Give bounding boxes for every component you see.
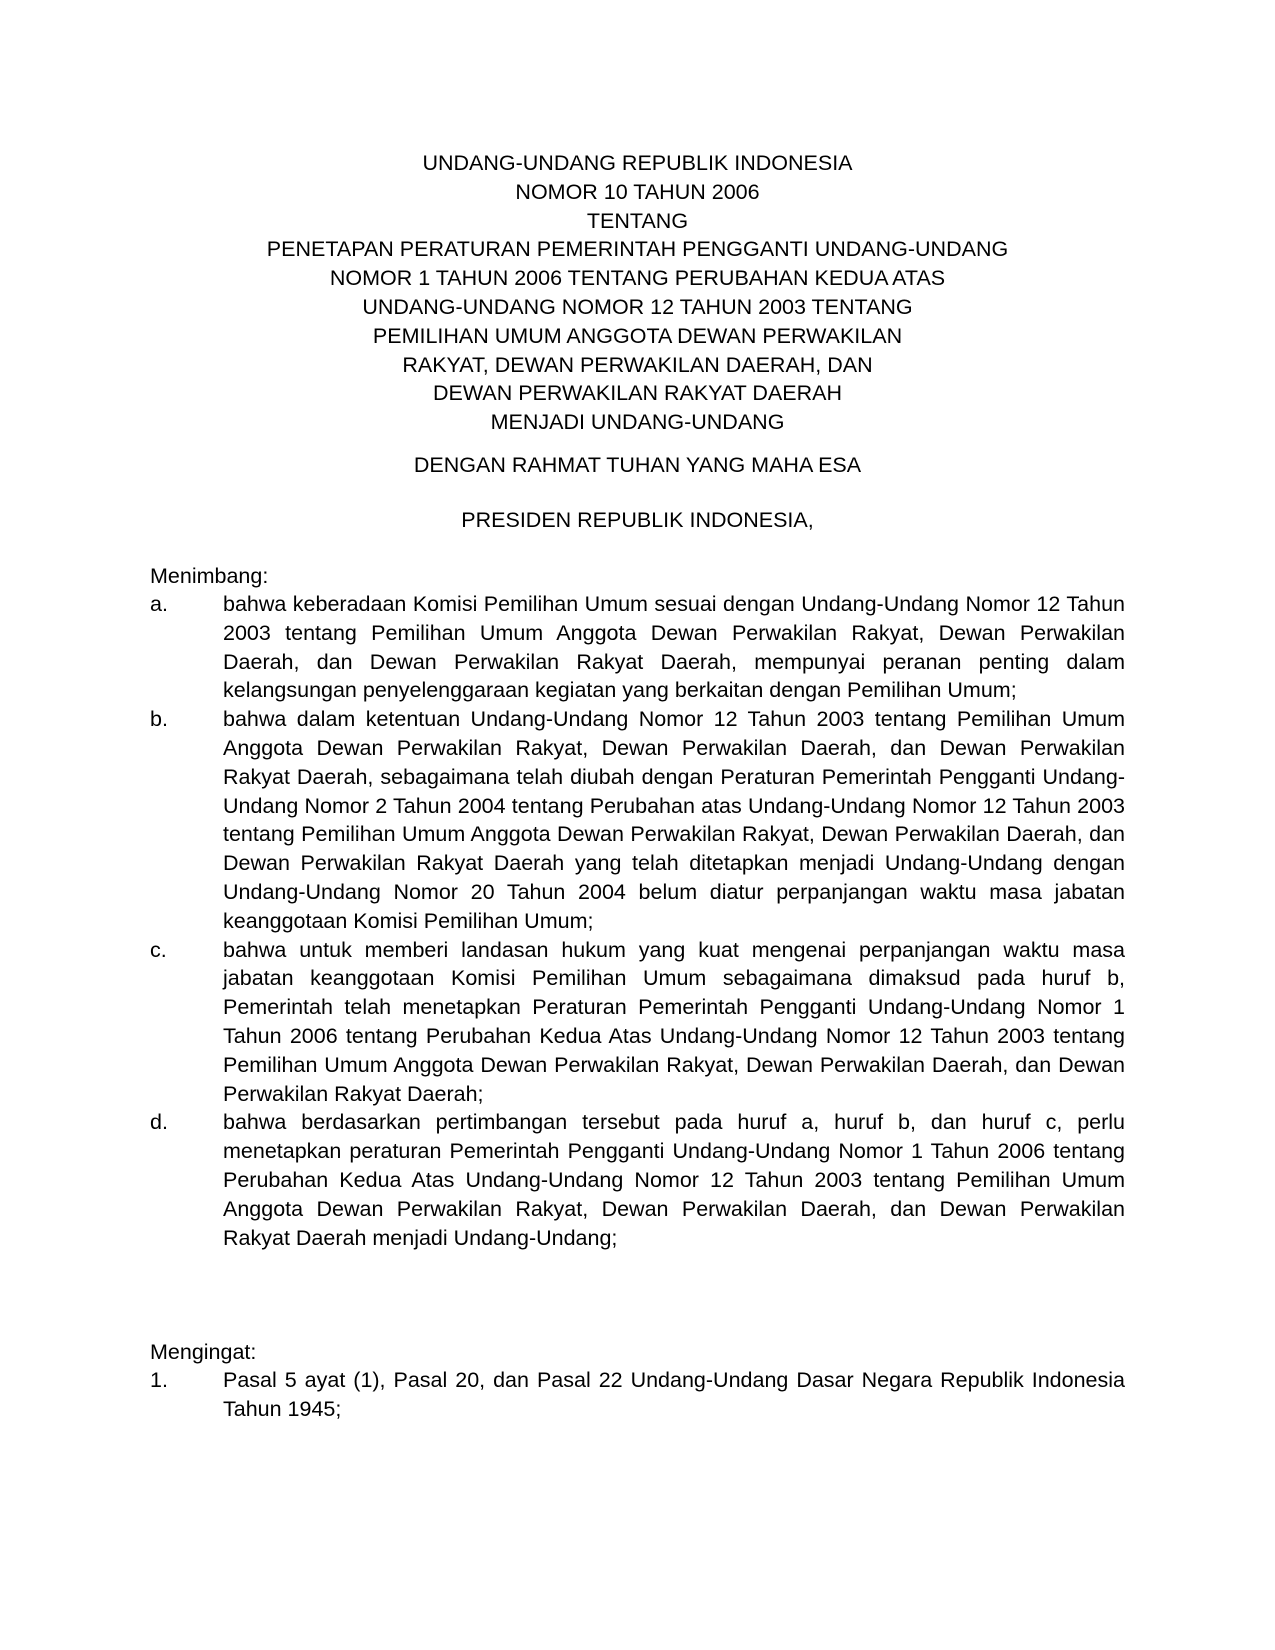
list-item [150, 1366, 1125, 1424]
title-line: UNDANG-UNDANG REPUBLIK INDONESIA [422, 151, 853, 175]
menimbang-list [150, 590, 1125, 1252]
list-marker: c. [150, 937, 167, 962]
list-marker: b. [150, 707, 168, 732]
title-line: PEMILIHAN UMUM ANGGOTA DEWAN PERWAKILAN [372, 323, 903, 348]
list-item [150, 936, 1125, 1109]
document-title [150, 149, 1125, 437]
list-item [150, 1108, 1125, 1252]
blessing-line: DENGAN RAHMAT TUHAN YANG MAHA ESA [413, 453, 862, 477]
title-line: DEWAN PERWAKILAN RAKYAT DAERAH [433, 381, 842, 406]
list-item-text: bahwa dalam ketentuan Undang-Undang Nomor 12 Tahun 2003 tentang Pemilihan Umum Anggota Dewan Perwakilan Rakyat, Dewan Perwakilan Daerah, dan Dewan Perwakilan Rakyat Daerah, sebagaimana telah diubah dengan Peraturan Pemerintah Pengganti Undang-Undang Nomor 2 Tahun 2004 tentang Perubahan atas Undang-Undang Nomor 12 Tahun 2003 tentang Pemilihan Umum Anggota Dewan Perwakilan Rakyat, Dewan Perwakilan Daerah, dan Dewan Perwakilan Rakyat Daerah yang telah ditetapkan menjadi Undang-Undang dengan Undang-Undang Nomor 20 Tahun 2004 belum diatur perpanjangan waktu masa jabatan keanggotaan Komisi Pemilihan Umum; [223, 707, 1125, 933]
list-item [150, 705, 1125, 935]
list-marker: 1. [150, 1368, 168, 1392]
president-line: PRESIDEN REPUBLIK INDONESIA, [461, 508, 814, 532]
menimbang-heading: Menimbang: [150, 564, 269, 588]
title-line: PENETAPAN PERATURAN PEMERINTAH PENGGANTI UNDANG-UNDANG [266, 237, 1009, 262]
list-marker: d. [150, 1110, 168, 1135]
mengingat-heading: Mengingat: [150, 1340, 257, 1364]
list-item-text: bahwa keberadaan Komisi Pemilihan Umum sesuai dengan Undang-Undang Nomor 12 Tahun 2003 tentang Pemilihan Umum Anggota Dewan Perwakilan Rakyat, Dewan Perwakilan Daerah, dan Dewan Perwakilan Rakyat Daerah, mempunyai peranan penting dalam kelangsungan penyelenggaraan kegiatan yang berkaitan dengan Pemilihan Umum; [223, 592, 1125, 703]
list-item-text: bahwa untuk memberi landasan hukum yang kuat mengenai perpanjangan waktu masa jabatan keanggotaan Komisi Pemilihan Umum sebagaimana dimaksud pada huruf b, Pemerintah telah menetapkan Peraturan Pemerintah Pengganti Undang-Undang Nomor 1 Tahun 2006 tentang Perubahan Kedua Atas Undang-Undang Nomor 12 Tahun 2003 tentang Pemilihan Umum Anggota Dewan Perwakilan Rakyat, Dewan Perwakilan Daerah, dan Dewan Perwakilan Rakyat Daerah; [223, 937, 1125, 1106]
title-line: NOMOR 1 TAHUN 2006 TENTANG PERUBAHAN KEDUA ATAS [329, 266, 946, 291]
title-line: TENTANG [586, 208, 689, 233]
title-line: UNDANG-UNDANG NOMOR 12 TAHUN 2003 TENTANG [362, 294, 913, 319]
list-item-text: Pasal 5 ayat (1), Pasal 20, dan Pasal 22 Undang-Undang Dasar Negara Republik Indonesia Tahun 1945; [223, 1368, 1125, 1421]
list-item [150, 590, 1125, 705]
title-line: RAKYAT, DEWAN PERWAKILAN DAERAH, DAN [402, 352, 873, 377]
mengingat-list [150, 1366, 1125, 1424]
title-line: MENJADI UNDANG-UNDANG [490, 410, 785, 435]
list-marker: a. [150, 592, 168, 616]
title-line: NOMOR 10 TAHUN 2006 [515, 179, 760, 204]
list-item-text: bahwa berdasarkan pertimbangan tersebut pada huruf a, huruf b, dan huruf c, perlu menetapkan peraturan Pemerintah Pengganti Undang-Undang Nomor 1 Tahun 2006 tentang Perubahan Kedua Atas Undang-Undang Nomor 12 Tahun 2003 tentang Pemilihan Umum Anggota Dewan Perwakilan Rakyat, Dewan Perwakilan Daerah, dan Dewan Perwakilan Rakyat Daerah menjadi Undang-Undang; [223, 1110, 1125, 1250]
